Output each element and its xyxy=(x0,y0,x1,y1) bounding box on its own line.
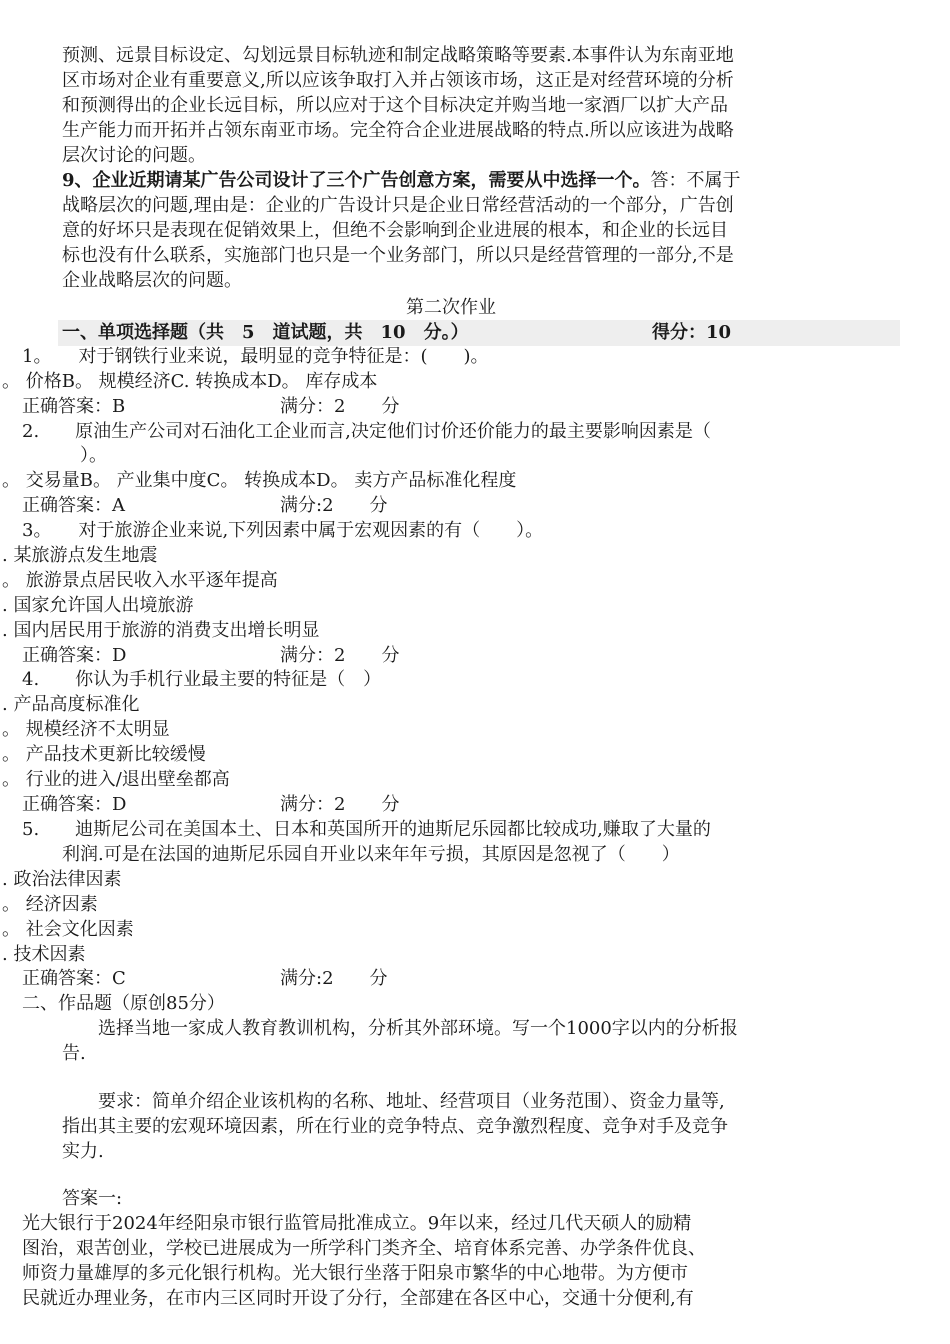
requirement-line: 指出其主要的宏观环境因素，所在行业的竞争特点、竞争激烈程度、竞争对手及竞争 xyxy=(62,1116,728,1137)
answer-line: 师资力量雄厚的多元化银行机构。光大银行坐落于阳泉市繁华的中心地带。为方便市 xyxy=(22,1263,688,1284)
option-line: 。 社会文化因素 xyxy=(2,919,134,940)
paragraph-line: 企业战略层次的问题。 xyxy=(62,270,242,291)
option-line: . 产品高度标准化 xyxy=(2,694,140,715)
option-line: . 技术因素 xyxy=(2,944,86,965)
item-9-heading xyxy=(62,169,741,193)
option-line: . 政治法律因素 xyxy=(2,869,122,890)
option-line: . 国内居民用于旅游的消费支出增长明显 xyxy=(2,620,320,641)
question-text: ）。 xyxy=(62,445,107,466)
question-text: 5. 迪斯尼公司在美国本土、日本和英国所开的迪斯尼乐园都比较成功,赚取了大量的 xyxy=(22,819,711,840)
paragraph-line: 预测、远景目标设定、勾划远景目标轨迹和制定战略策略等要素.本事件认为东南亚地 xyxy=(62,45,734,66)
paragraph-line: 生产能力而开拓并占领东南亚市场。完全符合企业进展战略的特点.所以应该进为战略 xyxy=(62,120,734,141)
option-line: 。 规模经济不太明显 xyxy=(2,719,170,740)
item-9-answer-start: 答：不属于 xyxy=(650,170,741,191)
paragraph-line: 标也没有什么联系，实施部门也只是一个业务部门，所以只是经营管理的一部分,不是 xyxy=(62,245,734,266)
requirement-line: 要求：简单介绍企业该机构的名称、地址、经营项目（业务范围）、资金力量等, xyxy=(62,1091,725,1112)
score-label: 得分：10 xyxy=(652,322,732,343)
question-text: 利润.可是在法国的迪斯尼乐园自开业以来年年亏损，其原因是忽视了（ ） xyxy=(62,844,680,865)
full-score: 满分：2 分 xyxy=(280,645,400,666)
homework-title: 第二次作业 xyxy=(406,297,496,318)
correct-answer: 正确答案：B xyxy=(22,396,126,417)
question-text: 4. 你认为手机行业最主要的特征是（ ） xyxy=(22,669,382,690)
correct-answer: 正确答案：A xyxy=(22,495,125,516)
option-line: . 国家允许国人出境旅游 xyxy=(2,595,194,616)
question-text: 2. 原油生产公司对石油化工企业而言,决定他们讨价还价能力的最主要影响因素是（ xyxy=(22,421,711,442)
option-line: 。 交易量B。 产业集中度C。 转换成本D。 卖方产品标准化程度 xyxy=(2,470,517,491)
correct-answer: 正确答案：C xyxy=(22,968,126,989)
answer-line: 光大银行于2024年经阳泉市银行监管局批准成立。9年以来，经过几代天硕人的励精 xyxy=(22,1213,692,1234)
answer-label: 答案一: xyxy=(62,1188,123,1209)
option-line: 。 旅游景点居民收入水平逐年提高 xyxy=(2,570,278,591)
correct-answer: 正确答案：D xyxy=(22,794,127,815)
full-score: 满分：2 分 xyxy=(280,396,400,417)
full-score: 满分:2 分 xyxy=(280,968,388,989)
question-text: 1。 对于钢铁行业来说，最明显的竞争特征是：( )。 xyxy=(22,346,489,367)
paragraph-line: 意的好坏只是表现在促销效果上，但绝不会影响到企业进展的根本，和企业的长远目 xyxy=(62,220,728,241)
answer-line: 民就近办理业务，在市内三区同时开设了分行，全部建在各区中心，交通十分便利,有 xyxy=(22,1288,694,1309)
option-line: . 某旅游点发生地震 xyxy=(2,545,158,566)
answer-line: 图治，艰苦创业，学校已进展成为一所学科门类齐全、培育体系完善、办学条件优良、 xyxy=(22,1238,706,1259)
paragraph-line: 区市场对企业有重要意义,所以应该争取打入并占领该市场，这正是对经营环境的分析 xyxy=(62,70,734,91)
option-line: 。 行业的进入/退出壁垒都高 xyxy=(2,769,230,790)
task-line: 告. xyxy=(62,1043,86,1064)
option-line: 。 价格B。 规模经济C. 转换成本D。 库存成本 xyxy=(2,371,378,392)
item-9-question: 9、企业近期请某广告公司设计了三个广告创意方案，需要从中选择一个。 xyxy=(62,170,651,191)
question-text: 3。 对于旅游企业来说,下列因素中属于宏观因素的有（ ）。 xyxy=(22,520,544,541)
paragraph-line: 和预测得出的企业长远目标，所以应对于这个目标决定并购当地一家酒厂以扩大产品 xyxy=(62,95,728,116)
correct-answer: 正确答案：D xyxy=(22,645,127,666)
section-header: 一、单项选择题（共 5 道试题，共 10 分。） xyxy=(62,322,469,343)
paragraph-line: 战略层次的问题,理由是：企业的广告设计只是企业日常经营活动的一个部分，广告创 xyxy=(62,195,734,216)
option-line: 。 经济因素 xyxy=(2,894,98,915)
option-line: 。 产品技术更新比较缓慢 xyxy=(2,744,206,765)
paragraph-line: 层次讨论的问题。 xyxy=(62,145,206,166)
requirement-line: 实力. xyxy=(62,1141,104,1162)
full-score: 满分：2 分 xyxy=(280,794,400,815)
full-score: 满分:2 分 xyxy=(280,495,388,516)
task-line: 选择当地一家成人教育教训机构，分析其外部环境。写一个1000字以内的分析报 xyxy=(62,1018,738,1039)
part2-heading: 二、作品题（原创85分） xyxy=(22,993,225,1014)
